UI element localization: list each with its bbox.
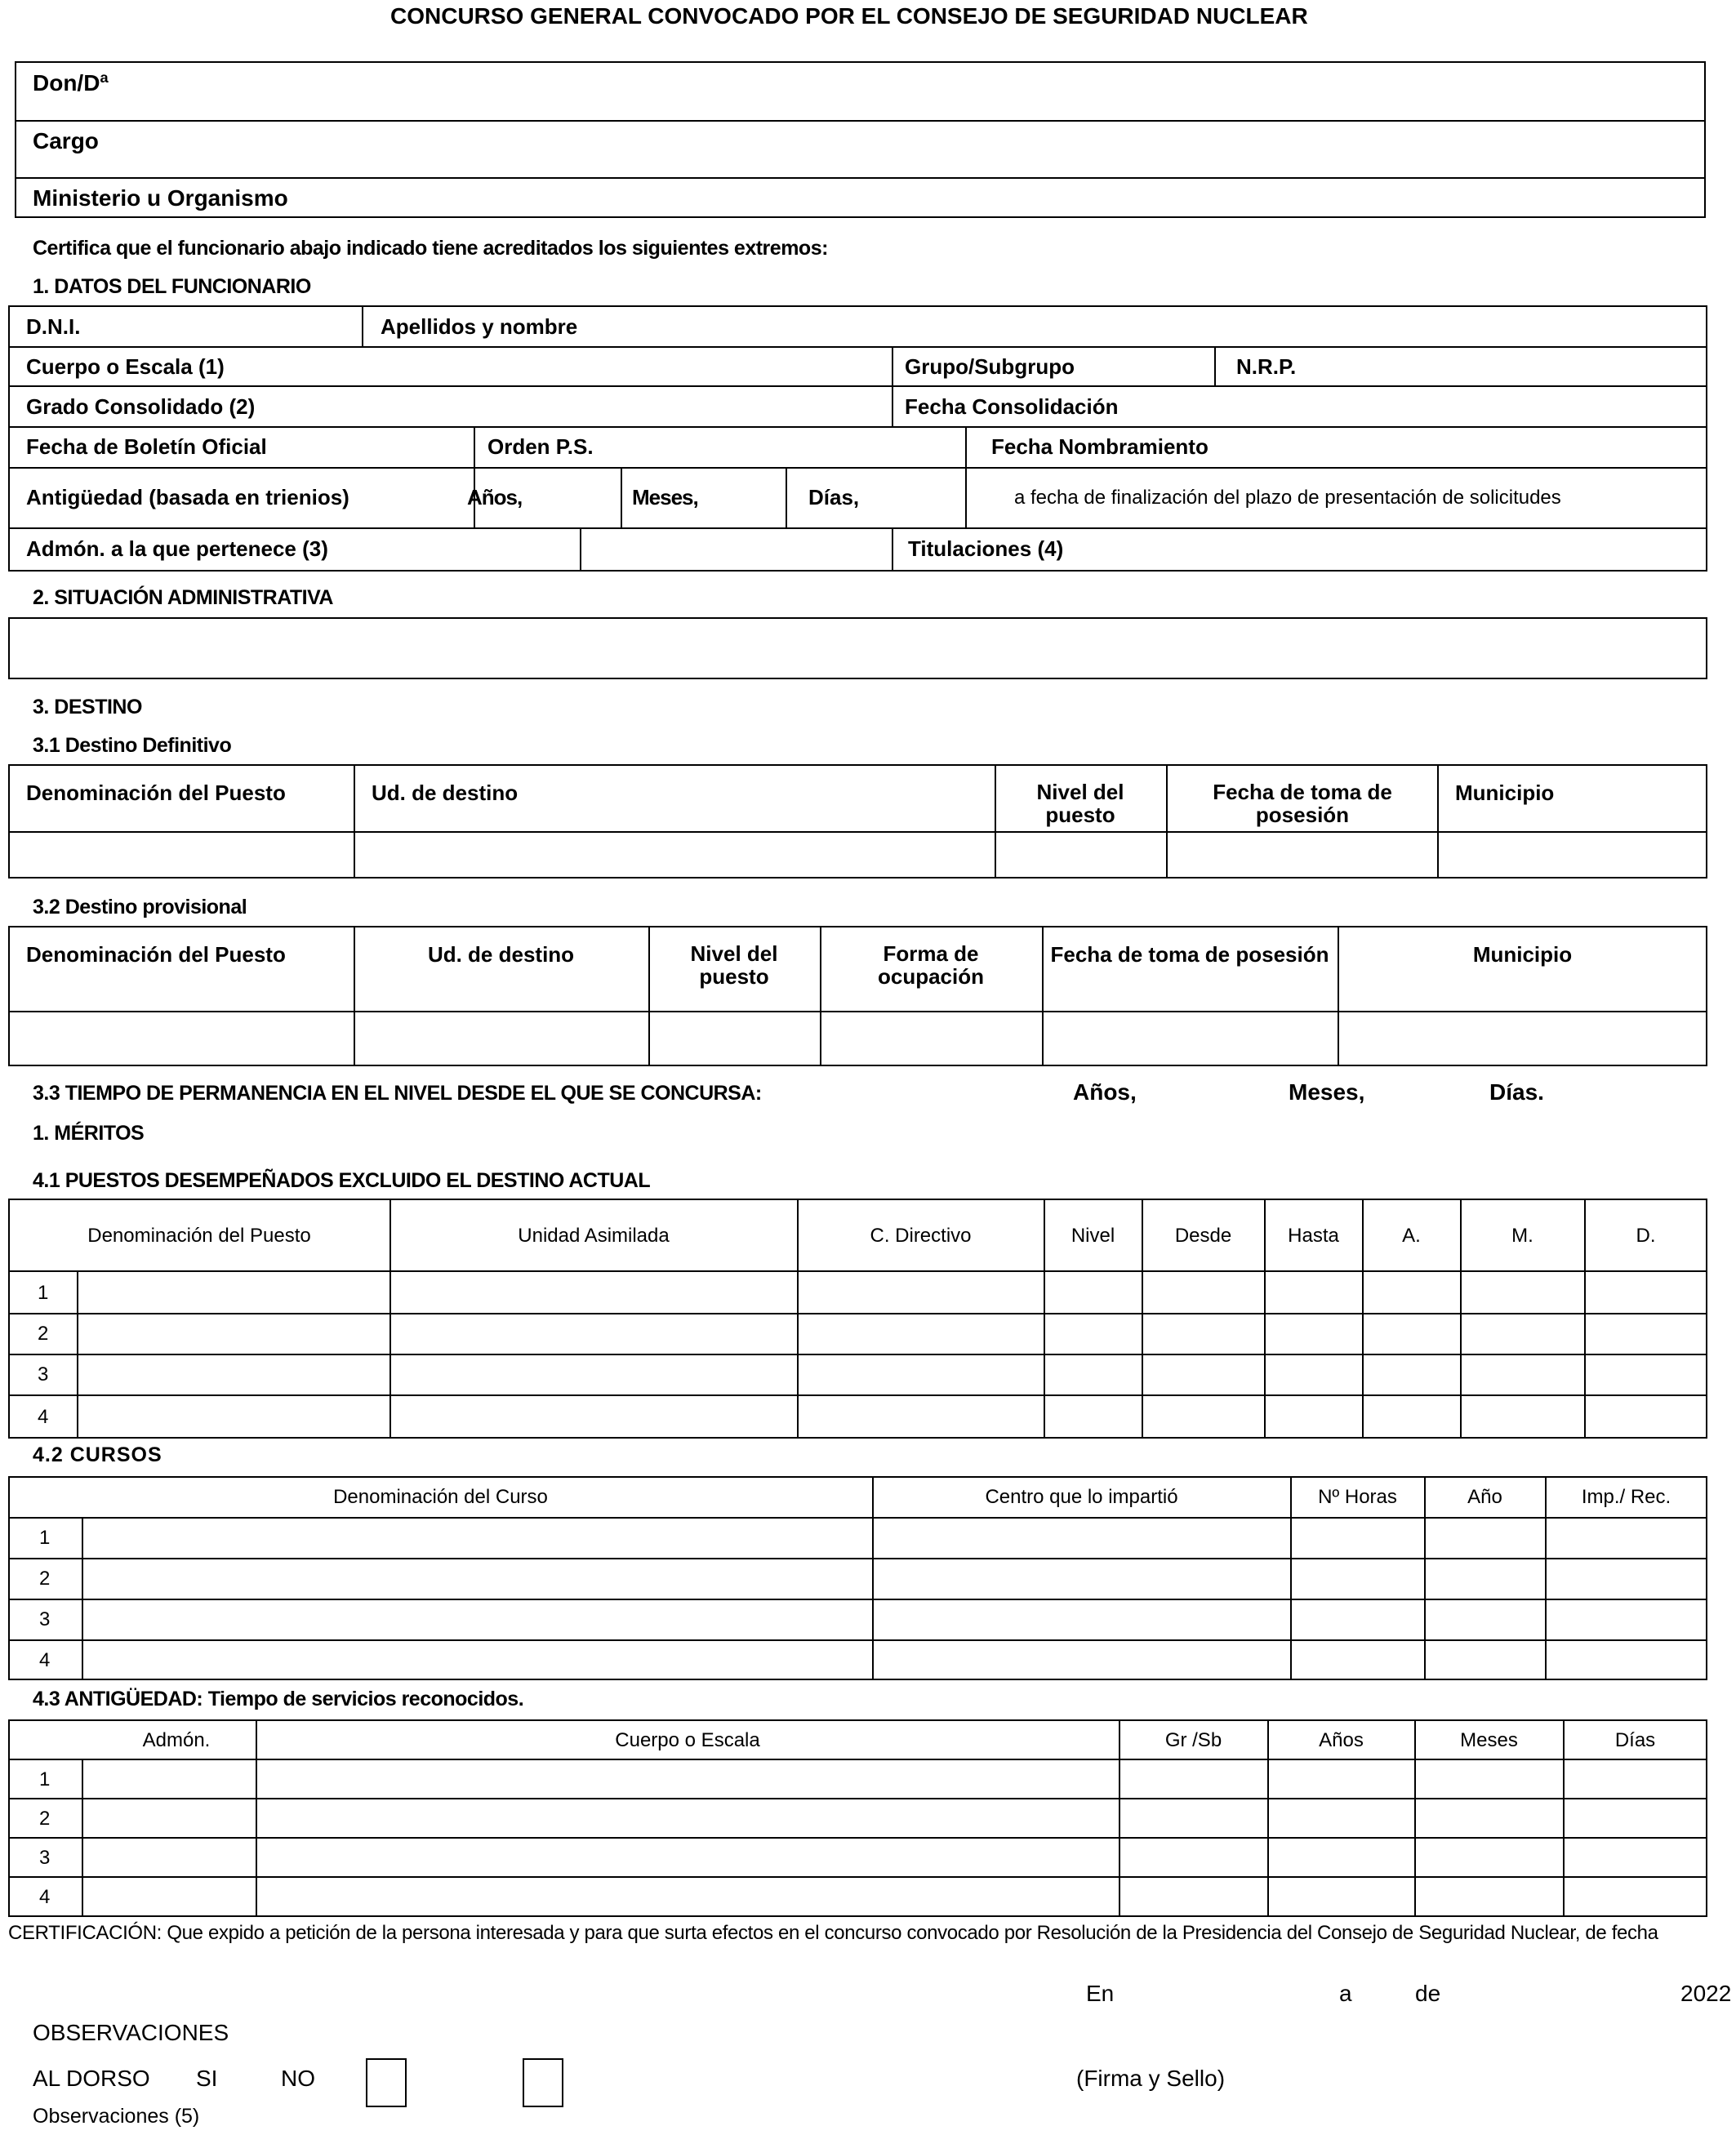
- puestos-row-number: 4: [38, 1406, 49, 1428]
- def-col-denominacion: Denominación del Puesto: [26, 781, 286, 805]
- orden-ps-label: Orden P.S.: [487, 434, 594, 459]
- puestos-row-number: 1: [38, 1282, 49, 1304]
- si-checkbox[interactable]: [366, 2058, 407, 2107]
- antig-col-grupo: Gr /Sb: [1164, 1729, 1222, 1751]
- section-1-title: 1. DATOS DEL FUNCIONARIO: [33, 275, 311, 298]
- def-col-unidad: Ud. de destino: [372, 781, 519, 805]
- prov-col-unidad: Ud. de destino: [427, 942, 575, 967]
- admon-label: Admón. a la que pertenece (3): [26, 536, 328, 561]
- prov-col-nivel: Nivel del puesto: [690, 941, 778, 989]
- ministerio-label: Ministerio u Organismo: [33, 185, 288, 211]
- year-label: 2022: [1680, 1981, 1732, 2006]
- puestos-col-a: A.: [1402, 1225, 1421, 1247]
- prov-col-forma: Forma de ocupación: [877, 941, 984, 989]
- antig-col-admon: Admón.: [142, 1729, 211, 1751]
- prov-col-fecha: Fecha de toma de posesión: [1050, 942, 1329, 967]
- tiempo-anos: Años,: [1073, 1079, 1137, 1105]
- antig-col-dias: Días: [1614, 1729, 1656, 1751]
- meritos-title: 1. MÉRITOS: [33, 1122, 145, 1145]
- tiempo-permanencia-label: 3.3 TIEMPO DE PERMANENCIA EN EL NIVEL DESDE EL QUE SE CONCURSA:: [33, 1082, 762, 1105]
- prov-col-denominacion: Denominación del Puesto: [26, 942, 286, 967]
- cursos-title: 4.2 CURSOS: [33, 1443, 162, 1466]
- antig-col-meses: Meses: [1460, 1729, 1518, 1751]
- titulaciones-label: Titulaciones (4): [908, 536, 1064, 561]
- section-3-title: 3. DESTINO: [33, 696, 142, 718]
- def-col-nivel: Nivel del puesto: [1036, 780, 1124, 827]
- grado-label: Grado Consolidado (2): [26, 394, 256, 419]
- fecha-consolidacion-label: Fecha Consolidación: [905, 394, 1119, 419]
- tiempo-dias: Días.: [1489, 1079, 1544, 1105]
- situacion-box: [8, 617, 1707, 679]
- destino-definitivo-title: 3.1 Destino Definitivo: [33, 734, 232, 757]
- puestos-col-directivo: C. Directivo: [870, 1225, 972, 1247]
- antiguedad-meses-label: Meses,: [632, 485, 698, 509]
- def-col-municipio: Municipio: [1455, 781, 1555, 805]
- prov-col-municipio: Municipio: [1472, 942, 1573, 967]
- fecha-boletin-label: Fecha de Boletín Oficial: [26, 434, 267, 459]
- certificacion-text: CERTIFICACIÓN: Que expido a petición de la persona interesada y para que surta efectos en el concurso convocado por Resolución de la Presidencia del Consejo de Seguridad Nuclear, de fecha: [8, 1922, 1658, 1944]
- antig-row-number: 4: [39, 1886, 51, 1908]
- cargo-label: Cargo: [33, 128, 99, 153]
- don-label: Don/Dª: [33, 70, 109, 96]
- puestos-row-number: 3: [38, 1363, 49, 1386]
- puestos-row-number: 2: [38, 1323, 49, 1345]
- no-checkbox[interactable]: [523, 2058, 563, 2107]
- antig-row-number: 2: [39, 1808, 51, 1830]
- def-col-fecha: Fecha de toma de posesión: [1213, 780, 1392, 827]
- antiguedad-label: Antigüedad (basada en trienios): [26, 485, 349, 509]
- antig-row-number: 3: [39, 1847, 51, 1869]
- fecha-de-label: de: [1415, 1981, 1441, 2006]
- grupo-label: Grupo/Subgrupo: [905, 354, 1075, 379]
- puestos-col-nivel: Nivel: [1071, 1225, 1115, 1247]
- firma-sello-label: (Firma y Sello): [1076, 2066, 1226, 2091]
- puestos-col-denominacion: Denominación del Puesto: [87, 1225, 311, 1247]
- puestos-col-d: D.: [1636, 1225, 1656, 1247]
- puestos-title: 4.1 PUESTOS DESEMPEÑADOS EXCLUIDO EL DESTINO ACTUAL: [33, 1169, 651, 1192]
- cuerpo-label: Cuerpo o Escala (1): [26, 354, 225, 379]
- fecha-nombramiento-label: Fecha Nombramiento: [991, 434, 1209, 459]
- tiempo-meses: Meses,: [1289, 1079, 1365, 1105]
- nrp-label: N.R.P.: [1236, 354, 1297, 379]
- apellidos-label: Apellidos y nombre: [381, 314, 578, 339]
- cursos-col-ano: Año: [1467, 1486, 1502, 1508]
- lugar-en-label: En: [1086, 1981, 1115, 2006]
- cursos-row-number: 4: [39, 1649, 51, 1671]
- a-fecha-text: a fecha de finalización del plazo de presentación de solicitudes: [1014, 487, 1561, 509]
- destino-provisional-title: 3.2 Destino provisional: [33, 896, 247, 918]
- cursos-row-number: 3: [39, 1608, 51, 1630]
- cursos-col-denominacion: Denominación del Curso: [333, 1486, 548, 1508]
- cursos-row-number: 2: [39, 1568, 51, 1590]
- si-label: SI: [196, 2066, 218, 2091]
- section-2-title: 2. SITUACIÓN ADMINISTRATIVA: [33, 586, 333, 609]
- antiguedad-dias-label: Días,: [808, 485, 860, 509]
- page-title: CONCURSO GENERAL CONVOCADO POR EL CONSEJO DE SEGURIDAD NUCLEAR: [390, 3, 1308, 29]
- fecha-a-label: a: [1339, 1981, 1352, 2006]
- cursos-col-centro: Centro que lo impartió: [985, 1486, 1178, 1508]
- cursos-col-horas: Nº Horas: [1318, 1486, 1397, 1508]
- no-label: NO: [281, 2066, 315, 2091]
- puestos-col-hasta: Hasta: [1288, 1225, 1339, 1247]
- antig-col-anos: Años: [1319, 1729, 1364, 1751]
- observaciones-label: OBSERVACIONES: [33, 2020, 229, 2045]
- puestos-col-desde: Desde: [1174, 1225, 1232, 1247]
- antig-col-cuerpo: Cuerpo o Escala: [615, 1729, 760, 1751]
- puestos-col-m: M.: [1511, 1225, 1533, 1247]
- dni-label: D.N.I.: [26, 314, 81, 339]
- antig-row-number: 1: [39, 1768, 51, 1790]
- puestos-col-unidad: Unidad Asimilada: [518, 1225, 670, 1247]
- antiguedad-anos-label: Años,: [467, 485, 523, 509]
- antiguedad-title: 4.3 ANTIGÜEDAD: Tiempo de servicios reconocidos.: [33, 1688, 524, 1710]
- cursos-row-number: 1: [39, 1527, 51, 1549]
- cursos-col-imp: Imp./ Rec.: [1581, 1486, 1671, 1508]
- observaciones-5-label: Observaciones (5): [33, 2105, 200, 2128]
- al-dorso-label: AL DORSO: [33, 2066, 150, 2091]
- certifica-text: Certifica que el funcionario abajo indicado tiene acreditados los siguientes extremos:: [33, 237, 828, 260]
